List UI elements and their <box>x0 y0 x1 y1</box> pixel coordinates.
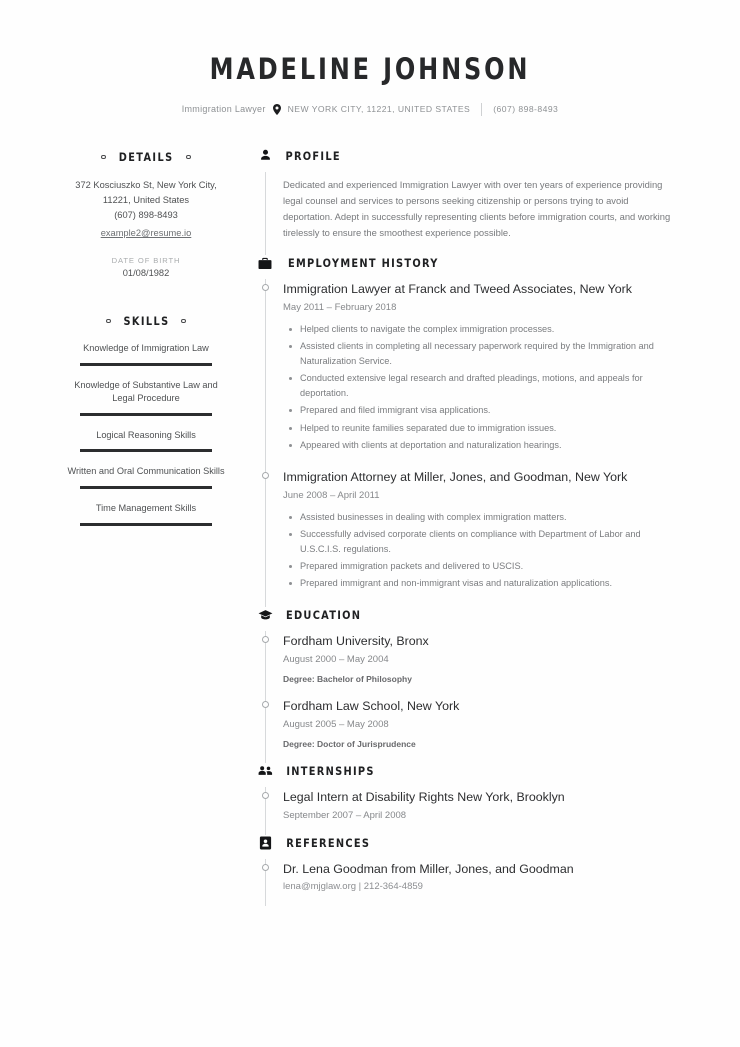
graduation-cap-icon <box>257 607 273 623</box>
internships-heading <box>258 763 682 779</box>
circle-decor-icon <box>186 155 191 160</box>
entry-title: Immigration Attorney at Miller, Jones, and Goodman, New York <box>283 469 628 484</box>
entry-date: August 2005 – May 2008 <box>283 718 389 730</box>
timeline-dot-icon <box>262 701 269 708</box>
entry-bullet: Prepared and filed immigrant visa applications. <box>300 403 682 418</box>
circle-decor-icon <box>181 319 186 324</box>
entry-title: Fordham University, Bronx <box>283 634 429 649</box>
internships-body <box>265 787 682 835</box>
timeline-entry <box>283 789 682 821</box>
details-heading-label: DETAILS <box>118 149 174 164</box>
entry-bullet: Conducted extensive legal research and drafted pleadings, motions, and appeals for deportation. <box>300 371 682 400</box>
internships-section <box>258 763 682 835</box>
address-line-2: 11221, United States <box>102 194 190 205</box>
entry-bullet: Prepared immigrant and non-immigrant visas and naturalization applications. <box>300 576 682 591</box>
resume-body <box>58 148 682 906</box>
timeline-entry <box>283 698 682 749</box>
skill-name: Knowledge of Substantive Law and Legal Procedure <box>74 379 218 404</box>
dob-label: DATE OF BIRTH <box>111 255 181 265</box>
employment-heading-label: EMPLOYMENT HISTORY <box>287 256 439 271</box>
skill-item <box>58 429 234 453</box>
entry-bullet: Helped to reunite families separated due to immigration issues. <box>300 421 682 436</box>
main-column <box>234 148 682 906</box>
skills-section <box>58 314 234 526</box>
people-icon <box>257 763 273 779</box>
profile-section <box>258 148 682 256</box>
entry-title: Fordham Law School, New York <box>283 699 460 714</box>
entry-bullet: Assisted businesses in dealing with complex immigration matters. <box>300 510 682 525</box>
entry-bullet: Successfully advised corporate clients on compliance with Department of Labor and U.S.C.I.S. regulations. <box>300 527 682 556</box>
employment-body <box>265 279 682 607</box>
profile-heading <box>258 148 682 164</box>
skill-level-bar <box>80 523 212 526</box>
skill-level-bar <box>80 363 212 366</box>
page-title: MADELINE JOHNSON <box>209 52 531 86</box>
person-icon <box>257 148 273 164</box>
entry-date: June 2008 – April 2011 <box>283 489 380 501</box>
details-heading <box>58 150 234 164</box>
entry-bullet: Helped clients to navigate the complex immigration processes. <box>300 322 682 337</box>
entry-date: September 2007 – April 2008 <box>283 809 407 821</box>
skill-name: Time Management Skills <box>95 502 197 513</box>
dob-value: 01/08/1982 <box>122 267 170 278</box>
references-heading-label: REFERENCES <box>286 835 371 850</box>
header-job-title: Immigration Lawyer <box>181 104 266 115</box>
education-section <box>258 607 682 762</box>
circle-decor-icon <box>106 319 111 324</box>
skill-level-bar <box>80 413 212 416</box>
skill-name: Knowledge of Immigration Law <box>83 342 209 353</box>
entry-degree: Degree: Doctor of Jurisprudence <box>283 738 416 749</box>
timeline-dot-icon <box>262 284 269 291</box>
skill-item <box>58 502 234 526</box>
entry-bullet: Appeared with clients at deportation and naturalization hearings. <box>300 438 682 453</box>
timeline-entry <box>283 861 682 893</box>
timeline-entry <box>283 281 682 468</box>
skill-level-bar <box>80 486 212 489</box>
map-pin-icon <box>273 104 281 115</box>
skills-heading-label: SKILLS <box>122 313 170 328</box>
skill-item <box>58 465 234 489</box>
profile-body <box>265 172 682 256</box>
education-body <box>265 631 682 762</box>
skill-name: Logical Reasoning Skills <box>96 429 196 440</box>
header-phone: (607) 898-8493 <box>493 104 559 115</box>
entry-degree: Degree: Bachelor of Philosophy <box>283 674 412 685</box>
references-heading <box>258 835 682 851</box>
internships-heading-label: INTERNSHIPS <box>286 763 375 778</box>
details-email-link[interactable]: example2@resume.io <box>100 227 192 238</box>
id-card-icon <box>257 835 273 851</box>
briefcase-icon <box>257 255 273 271</box>
resume-header <box>58 52 682 126</box>
details-phone: (607) 898-8493 <box>114 209 178 220</box>
education-heading-label: EDUCATION <box>285 608 362 623</box>
entry-contact: lena@mjglaw.org | 212-364-4859 <box>283 881 423 893</box>
circle-decor-icon <box>101 155 106 160</box>
entry-bullet-list <box>283 322 682 452</box>
header-location: NEW YORK CITY, 11221, UNITED STATES <box>287 104 471 115</box>
header-contact-line <box>58 103 682 116</box>
details-section <box>58 150 234 278</box>
entry-date: May 2011 – February 2018 <box>283 302 397 314</box>
skills-heading <box>58 314 234 328</box>
timeline-dot-icon <box>262 864 269 871</box>
profile-text: Dedicated and experienced Immigration Lawyer with over ten years of experience providing legal counsel and services to persons seeking citizenship or persons trying to avoid deportation. Adept in successfully representing clients before immigration courts, and working tirelessly to ensure the smoothest experience possible. <box>283 178 671 239</box>
entry-title: Immigration Lawyer at Franck and Tweed Associates, New York <box>283 282 632 297</box>
entry-title: Dr. Lena Goodman from Miller, Jones, and Goodman <box>283 861 574 876</box>
header-separator <box>481 103 482 116</box>
timeline-dot-icon <box>262 472 269 479</box>
entry-bullet: Assisted clients in completing all necessary paperwork required by the Immigration and Naturalization Service. <box>300 339 682 368</box>
timeline-entry <box>283 469 682 591</box>
address-line-1: 372 Kosciuszko St, New York City, <box>75 179 217 190</box>
skill-item <box>58 379 234 416</box>
entry-bullet: Prepared immigration packets and delivered to USCIS. <box>300 559 682 574</box>
entry-date: August 2000 – May 2004 <box>283 654 389 666</box>
skill-item <box>58 342 234 366</box>
profile-heading-label: PROFILE <box>285 148 341 163</box>
timeline-dot-icon <box>262 792 269 799</box>
references-section <box>258 835 682 907</box>
education-heading <box>258 607 682 623</box>
employment-heading <box>258 255 682 271</box>
entry-bullet-list <box>283 510 682 591</box>
timeline-dot-icon <box>262 636 269 643</box>
skill-name: Written and Oral Communication Skills <box>67 466 225 477</box>
timeline-entry <box>283 633 682 698</box>
employment-section <box>258 255 682 607</box>
skills-list <box>58 342 234 526</box>
entry-title: Legal Intern at Disability Rights New York, Brooklyn <box>283 789 565 804</box>
sidebar <box>58 148 234 539</box>
skill-level-bar <box>80 449 212 452</box>
references-body <box>265 859 682 907</box>
